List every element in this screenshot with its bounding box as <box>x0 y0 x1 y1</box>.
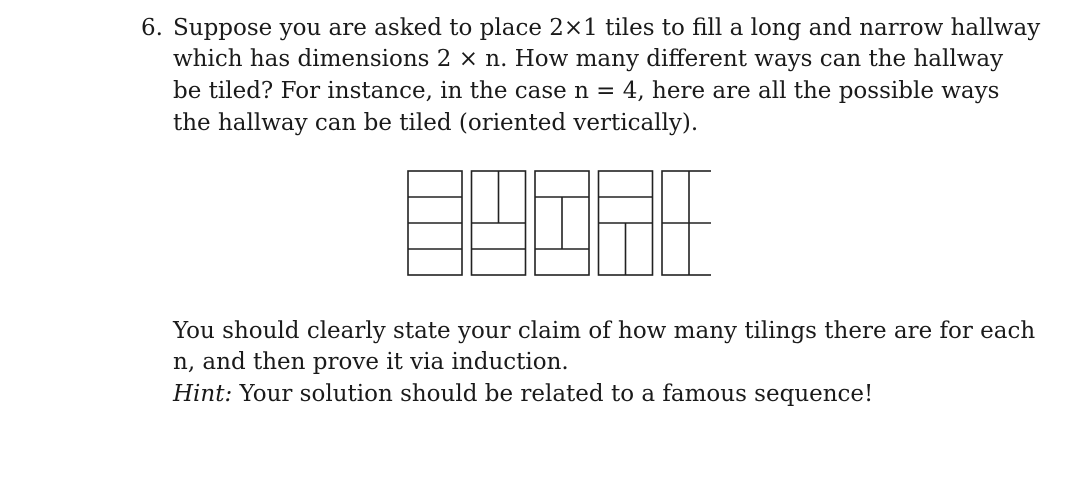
intro-line-3: be tiled? For instance, in the case n = 4, here are all the possible ways <box>173 78 1000 104</box>
claim-line-1: You should clearly state your claim of how many tilings there are for each <box>173 318 1036 344</box>
hint-label: Hint: <box>173 381 233 407</box>
problem-number: 6. <box>141 15 163 41</box>
claim-line-2: n, and then prove it via induction. <box>173 349 569 375</box>
intro-line-2: which has dimensions 2 × n. How many different ways can the hallway <box>173 46 1004 72</box>
hint-text: Your solution should be related to a famous sequence! <box>239 381 874 407</box>
intro-line-4: the hallway can be tiled (oriented vertically). <box>173 110 699 136</box>
tiling-3 <box>535 171 589 275</box>
tiling-5 <box>662 171 711 275</box>
intro-line-1: Suppose you are asked to place 2×1 tiles to fill a long and narrow hallway <box>173 15 1041 41</box>
tiling-2 <box>472 171 526 275</box>
tiling-1 <box>408 171 462 275</box>
tiling-4 <box>599 171 653 275</box>
tilings-figure <box>407 170 711 276</box>
hint <box>173 379 873 411</box>
